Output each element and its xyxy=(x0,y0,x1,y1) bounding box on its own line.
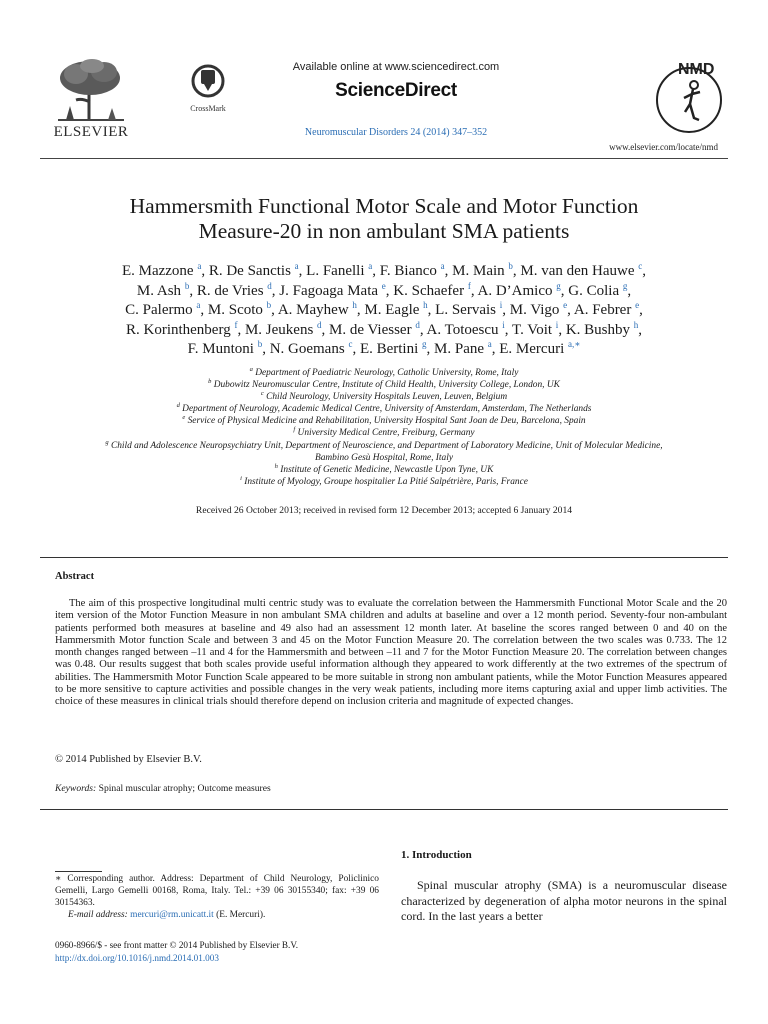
introduction-text: Spinal muscular atrophy (SMA) is a neuromuscular disease characterized by degeneration of alpha motor neurons in the spinal cord. In the last years a better xyxy=(401,878,727,924)
author-affiliation[interactable]: a xyxy=(440,261,445,271)
affiliation: $^g$ Child and Adolescence Neuropsychiatry Unit, Department of Neuroscience, and Department of Laboratory Medicine, Unit of Molecular Medicine, xyxy=(105,438,663,451)
header-divider xyxy=(40,158,728,159)
affiliation: $^i$ Institute of Myology, Groupe hospitalier La Pitié Salpétrière, Paris, France xyxy=(240,474,528,487)
author: E. Bertini xyxy=(359,341,419,358)
affiliation: $^a$ Department of Paediatric Neurology, Catholic University, Rome, Italy xyxy=(249,365,519,378)
author: M. van den Hauwe xyxy=(520,263,635,279)
author: A. Mayhew xyxy=(277,302,349,319)
affiliation: Bambino Gesù Hospital, Rome, Italy xyxy=(314,452,453,463)
author: C. Palermo xyxy=(125,302,193,319)
author-affiliation[interactable]: b xyxy=(508,261,513,271)
keywords xyxy=(55,783,271,794)
publisher-name: ELSEVIER xyxy=(53,124,129,140)
author: A. Febrer xyxy=(573,302,632,319)
email-line xyxy=(68,910,265,920)
author: M. de Viesser xyxy=(329,321,412,338)
crossmark-badge[interactable] xyxy=(186,64,230,113)
author: M. Jeukens xyxy=(244,321,314,338)
front-matter: 0960-8966/$ - see front matter © 2014 Published by Elsevier B.V. xyxy=(55,940,299,950)
keywords-label: Keywords: xyxy=(55,783,97,794)
sciencedirect-brand[interactable]: ScienceDirect xyxy=(335,80,457,101)
introduction-heading: 1. Introduction xyxy=(401,849,472,861)
author-affiliation[interactable]: g xyxy=(622,280,628,291)
affiliation: $^h$ Institute of Genetic Medicine, Newcastle Upon Tyne, UK xyxy=(274,462,494,475)
email-link[interactable]: mercuri@rm.unicatt.it xyxy=(130,910,214,920)
author-affiliation[interactable]: a xyxy=(487,339,492,350)
email-label: E-mail address: xyxy=(68,910,128,920)
author: M. Vigo xyxy=(509,302,560,319)
author-affiliation[interactable]: c xyxy=(348,339,353,350)
author-affiliation[interactable]: b xyxy=(257,339,263,350)
author-affiliation[interactable]: b xyxy=(184,280,190,291)
crossmark-icon xyxy=(190,64,226,98)
author: M. Scoto xyxy=(207,302,263,319)
author-affiliation[interactable]: h xyxy=(633,319,639,330)
affiliation: $^f$ University Medical Centre, Freiburg, Germany xyxy=(293,426,475,439)
author-affiliation[interactable]: i xyxy=(502,319,505,330)
author-affiliation[interactable]: b xyxy=(266,300,272,311)
received-dates: Received 26 October 2013; received in revised form 12 December 2013; accepted 6 January 2014 xyxy=(195,505,573,516)
author-line: C. Palermo $^a$, M. Scoto $^b$, A. Mayhew $^h$, M. Eagle $^h$, L. Servais $^i$, M. Vigo $^e$, A. Febrer $^e$, xyxy=(125,300,643,319)
author: R. De Sanctis xyxy=(208,263,291,279)
author: F. Muntoni xyxy=(187,341,254,358)
affiliation-list xyxy=(40,367,728,488)
author: K. Bushby xyxy=(565,321,630,338)
author-affiliation[interactable]: i xyxy=(555,319,559,330)
nmd-journal-logo xyxy=(652,52,724,142)
author-affiliation[interactable]: f xyxy=(467,280,471,291)
author-affiliation[interactable]: i xyxy=(499,300,503,311)
author: E. Mazzone xyxy=(121,263,194,279)
author-affiliation[interactable]: a xyxy=(294,261,299,271)
journal-url[interactable]: www.elsevier.com/locate/nmd xyxy=(609,142,718,152)
affiliation: $^e$ Service of Physical Medicine and Rehabilitation, University Hospital Sant Joan de Deu, Barcelona, Spain xyxy=(182,414,586,427)
author: L. Servais xyxy=(435,302,496,319)
author: L. Fanelli xyxy=(306,263,365,279)
affiliation: $^c$ Child Neurology, University Hospitals Leuven, Leuven, Belgium xyxy=(260,390,508,403)
author-affiliation[interactable]: a xyxy=(368,261,373,271)
crossmark-label: CrossMark xyxy=(190,104,226,113)
keywords-value: Spinal muscular atrophy; Outcome measures xyxy=(98,783,271,794)
author: A. Totoescu xyxy=(426,321,499,338)
author: K. Schaefer xyxy=(393,282,465,299)
author-affiliation[interactable]: d xyxy=(267,280,272,291)
author: F. Bianco xyxy=(379,263,437,279)
author-affiliation[interactable]: e xyxy=(381,280,386,291)
author-line: F. Muntoni $^b$, N. Goemans $^c$, E. Bertini $^g$, M. Pane $^a$, E. Mercuri $^{a,∗}$ xyxy=(187,339,581,358)
author-affiliation[interactable]: d xyxy=(415,319,420,330)
author-affiliation[interactable]: g xyxy=(422,339,427,350)
author: J. Fagoaga Mata xyxy=(279,282,379,299)
author-affiliation[interactable]: h xyxy=(352,300,357,311)
corresponding-author-note: ∗ Corresponding author. Address: Department of Child Neurology, Policlinico Gemelli, Largo Gemelli 00168, Roma, Italy. Tel.: +39 06 30155340; fax: +39 06 30154363. xyxy=(55,874,379,908)
title-line-1: Hammersmith Functional Motor Scale and Motor Function xyxy=(129,194,639,218)
author-affiliation[interactable]: g xyxy=(556,280,561,291)
author-affiliation[interactable]: a xyxy=(196,300,201,311)
author-affiliation[interactable]: d xyxy=(317,319,322,330)
author: R. de Vries xyxy=(196,282,264,299)
abstract-bottom-rule xyxy=(40,809,728,810)
author-affiliation[interactable]: c xyxy=(638,261,643,271)
author: E. Mercuri xyxy=(499,341,565,358)
affiliation: $^d$ Department of Neurology, Academic Medical Centre, University of Amsterdam, Amsterdam, The Netherlands xyxy=(176,402,592,415)
author-line: M. Ash $^b$, R. de Vries $^d$, J. Fagoaga Mata $^e$, K. Schaefer $^f$, A. D’Amico $^g$, G. Colia $^g$, xyxy=(136,280,632,299)
footnote-rule xyxy=(55,871,102,872)
author-affiliation[interactable]: e xyxy=(563,300,568,311)
author: A. D’Amico xyxy=(477,282,553,299)
author-affiliation[interactable]: a,∗ xyxy=(568,339,581,350)
nmd-logo-text: NMD xyxy=(678,61,715,78)
author: N. Goemans xyxy=(269,341,345,358)
title-line-2: Measure-20 in non ambulant SMA patients xyxy=(198,219,570,243)
abstract-top-rule xyxy=(40,557,728,558)
author: M. Pane xyxy=(434,341,485,358)
author-affiliation[interactable]: a xyxy=(197,261,202,271)
journal-reference[interactable]: Neuromuscular Disorders 24 (2014) 347–352 xyxy=(304,127,488,138)
affiliation: $^b$ Dubowitz Neuromuscular Centre, Institute of Child Health, University College, London, UK xyxy=(208,377,560,391)
author-line: E. Mazzone $^a$, R. De Sanctis $^a$, L. Fanelli $^a$, F. Bianco $^a$, M. Main $^b$, M. van den Hauwe $^c$, xyxy=(121,261,647,279)
doi-link[interactable]: http://dx.doi.org/10.1016/j.nmd.2014.01.003 xyxy=(55,953,219,963)
abstract-text: The aim of this prospective longitudinal multi centric study was to evaluate the correlation between the Hammersmith Functional Motor Scale and the 20 item version of the Motor Function Measure in non ambulant SMA children and adults at baseline and over a 12 month period. Seventy-four non-ambulant patients performed both measures at baseline and 49 also had an assessment 12 month later. At baseline the scores ranged between 0 and 40 on the Hammersmith Motor function Scale and between 3 and 45 on the Motor Function Measure 20. The correlation between the two scales was 0.733. The 12 month changes ranged between –11 and 4 for the Hammersmith and between –11 and 7 for the Motor Function Measure 20. The correlation between changes was 0.48. Our results suggest that both scales provide useful information although they appeared to work differently at the two extremes of the spectrum of abilities. The Hammersmith Motor Function Scale appeared to be more suitable in strong non ambulant patients, while the Motor Function Measures appeared to be more sensitive to capture activities and possible changes in the very weak patients, including more items capturing axial and upper limb activities. The choice of these measures in clinical trials should therefore depend on inclusion criteria and magnitude of expected changes. xyxy=(55,598,727,708)
available-online-text: Available online at www.sciencedirect.com xyxy=(292,61,500,73)
abstract-heading: Abstract xyxy=(55,571,95,582)
email-suffix: (E. Mercuri). xyxy=(213,910,266,920)
article-title xyxy=(60,194,708,244)
author: R. Korinthenberg xyxy=(125,321,231,338)
author-line: R. Korinthenberg $^f$, M. Jeukens $^d$, M. de Viesser $^d$, A. Totoescu $^i$, T. Voit $^i$, K. Bushby $^h$, xyxy=(125,319,642,338)
author: T. Voit xyxy=(512,321,553,338)
author-affiliation[interactable]: e xyxy=(635,300,640,311)
copyright-line: © 2014 Published by Elsevier B.V. xyxy=(55,754,202,765)
author: M. Ash xyxy=(136,282,182,299)
author-affiliation[interactable]: h xyxy=(423,300,428,311)
author: G. Colia xyxy=(568,282,620,299)
author-list xyxy=(40,262,728,360)
author: M. Main xyxy=(452,263,505,279)
author-affiliation[interactable]: f xyxy=(234,319,238,330)
author: M. Eagle xyxy=(364,302,420,319)
